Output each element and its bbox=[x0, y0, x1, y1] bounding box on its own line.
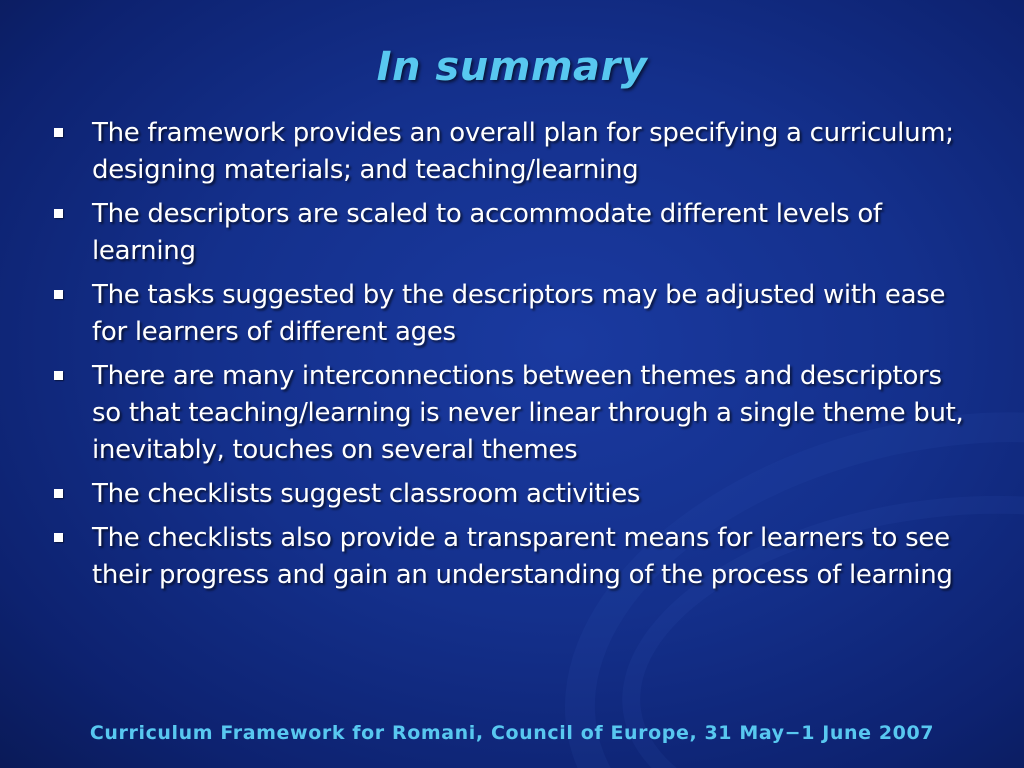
square-bullet-icon bbox=[54, 209, 63, 218]
bullet-item bbox=[52, 358, 972, 469]
bullet-item bbox=[52, 476, 972, 513]
square-bullet-icon bbox=[54, 489, 63, 498]
square-bullet-icon bbox=[54, 371, 63, 380]
slide-footer: Curriculum Framework for Romani, Council of Europe, 31 May−1 June 2007 bbox=[89, 722, 935, 744]
bullet-item bbox=[52, 115, 972, 189]
square-bullet-icon bbox=[54, 128, 63, 137]
bullet-item bbox=[52, 196, 972, 270]
bullet-text: The checklists suggest classroom activities bbox=[92, 479, 641, 509]
slide-title: In summary bbox=[376, 44, 648, 90]
bullet-text: There are many interconnections between themes and descriptors so that teaching/learning is never linear through a single theme but, inevitably, touches on several themes bbox=[92, 361, 964, 465]
bullet-text: The checklists also provide a transparent means for learners to see their progress and gain an understanding of the process of learning bbox=[92, 523, 953, 590]
bullet-text: The descriptors are scaled to accommodate different levels of learning bbox=[92, 199, 882, 266]
bullet-text: The tasks suggested by the descriptors may be adjusted with ease for learners of different ages bbox=[92, 280, 946, 347]
bullet-item bbox=[52, 520, 972, 594]
bullet-item bbox=[52, 277, 972, 351]
bullet-text: The framework provides an overall plan for specifying a curriculum; designing materials; and teaching/learning bbox=[92, 118, 954, 185]
square-bullet-icon bbox=[54, 290, 63, 299]
bullet-list bbox=[52, 115, 972, 601]
square-bullet-icon bbox=[54, 533, 63, 542]
